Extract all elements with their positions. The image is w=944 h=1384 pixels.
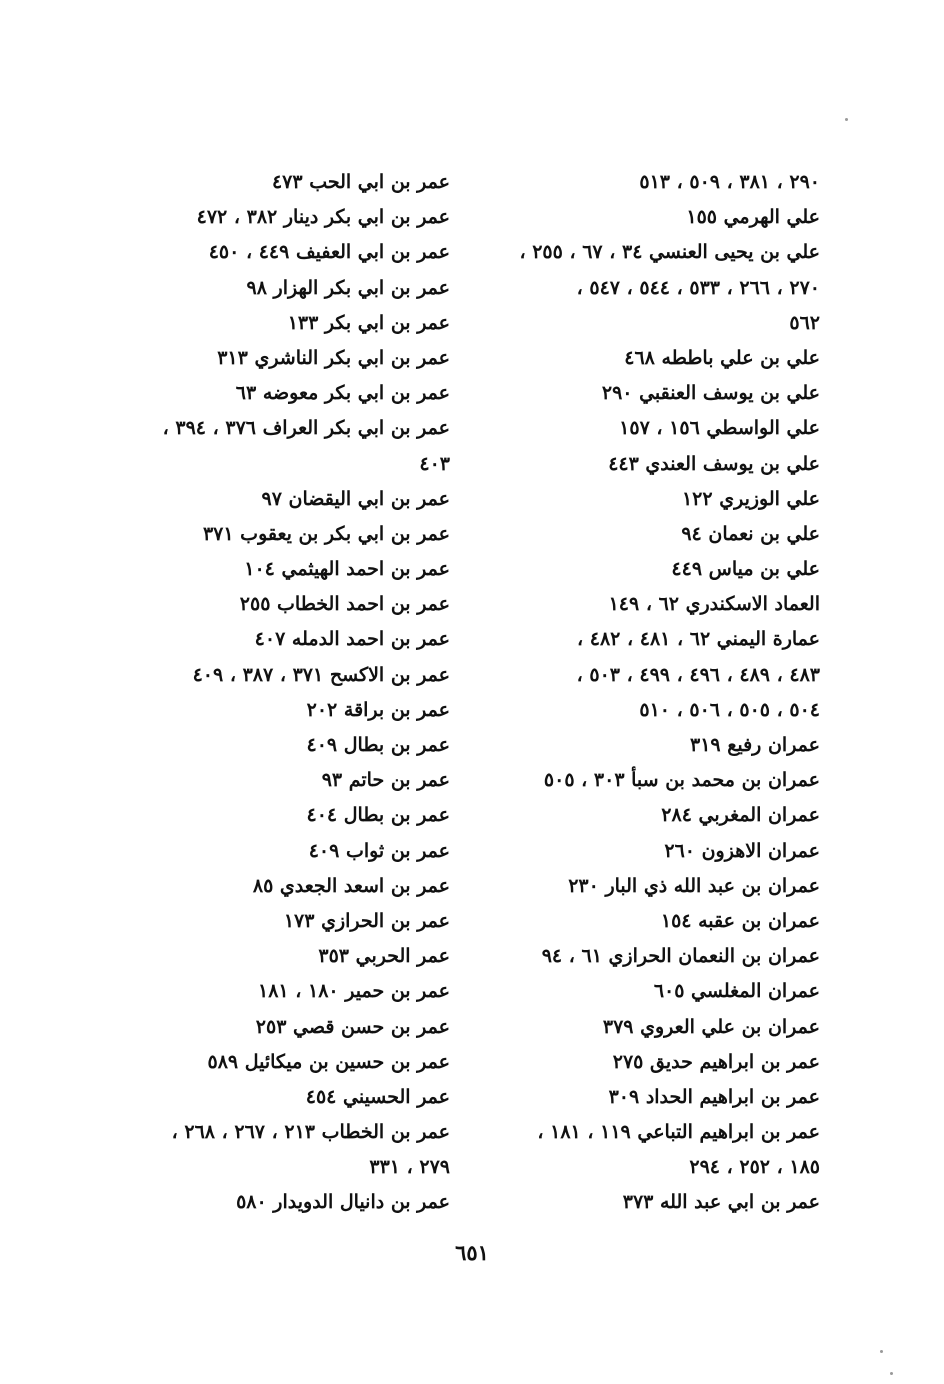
index-line: عمر بن بطال ٤٠٤ <box>306 804 450 827</box>
index-line: عمر بن ابي بكر ١٣٣ <box>287 311 450 334</box>
index-line: عمر بن حاتم ٩٣ <box>321 769 450 792</box>
index-column-left <box>120 165 450 1221</box>
index-line: عمران الاهزون ٢٦٠ <box>664 839 820 862</box>
index-line: عمر بن ابي عبد الله ٣٧٣ <box>622 1191 820 1214</box>
index-line: عمر بن ثواب ٤٠٩ <box>308 839 450 862</box>
index-line: علي بن علي باططه ٤٦٨ <box>624 346 820 369</box>
index-line: عمر بن ابراهيم حديق ٢٧٥ <box>612 1050 820 1073</box>
index-line: عمر بن ابي بكر معوضه ٦٣ <box>235 382 450 405</box>
index-line: عمر بن الاكسح ٣٧١ ، ٣٨٧ ، ٤٠٩ <box>192 663 450 686</box>
index-line: عمر بن ابراهيم التباعي ١١٩ ، ١٨١ ، <box>537 1121 820 1144</box>
index-column-right <box>490 165 820 1221</box>
index-line: ٢٧٠ ، ٢٦٦ ، ٥٣٣ ، ٥٤٤ ، ٥٤٧ ، <box>576 276 820 299</box>
scan-speck <box>880 1350 883 1353</box>
index-line: عمر بن ابي بكر بن يعقوب ٣٧١ <box>202 522 450 545</box>
index-line: علي الهرمي ١٥٥ <box>686 206 820 229</box>
index-line: ٥٦٢ <box>789 311 820 334</box>
index-line: عمر بن احمد الهيثمي ١٠٤ <box>244 558 450 581</box>
index-line: عمر بن ابراهيم الحداد ٣٠٩ <box>608 1085 820 1108</box>
index-line: ٢٩٠ ، ٣٨١ ، ٥٠٩ ، ٥١٣ <box>639 171 820 193</box>
index-line: عمر بن ابي بكر دينار ٣٨٢ ، ٤٧٢ <box>196 206 450 229</box>
index-line: عمران بن عبد الله ذي البار ٢٣٠ <box>568 874 820 897</box>
index-line: عمارة اليمني ٦٢ ، ٤٨١ ، ٤٨٢ ، <box>577 628 820 651</box>
index-line: عمر بن ابي الحب ٤٧٣ <box>271 171 450 193</box>
index-line: عمر بن احمد الخطاب ٢٥٥ <box>239 593 450 616</box>
index-line: عمر بن ابي العفيف ٤٤٩ ، ٤٥٠ <box>208 241 450 264</box>
index-line: عمر بن حمير ١٨٠ ، ١٨١ <box>258 980 450 1003</box>
index-line: عمر بن ابي بكر الناشري ٣١٣ <box>217 346 450 369</box>
scan-speck <box>845 118 848 121</box>
index-line: عمران بن عقبه ١٥٤ <box>660 909 820 932</box>
index-line: علي بن نعمان ٩٤ <box>681 522 820 545</box>
page-number: ٦٥١ <box>455 1240 489 1265</box>
scan-speck <box>890 1372 893 1375</box>
index-line: ٤٨٣ ، ٤٨٩ ، ٤٩٦ ، ٤٩٩ ، ٥٠٣ ، <box>576 663 820 686</box>
index-line: علي الوزيري ١٢٢ <box>681 487 820 510</box>
index-line: عمر بن احمد الدمله ٤٠٧ <box>254 628 450 651</box>
index-line: عمران بن علي العروي ٣٧٩ <box>602 1015 820 1038</box>
index-line: ٢٧٩ ، ٣٣١ <box>369 1156 450 1179</box>
index-line: عمر بن ابي بكر العراف ٣٧٦ ، ٣٩٤ ، <box>162 417 450 440</box>
index-line: عمر بن بطال ٤٠٩ <box>306 734 450 756</box>
index-line: عمران رفيع ٣١٩ <box>690 734 820 756</box>
index-line: عمر بن ابي اليقضان ٩٧ <box>261 487 450 510</box>
index-line: عمران المغلسي ٦٠٥ <box>653 980 820 1003</box>
index-line: علي الواسطي ١٥٦ ، ١٥٧ <box>619 417 820 440</box>
index-line: عمر بن اسعد الجعدي ٨٥ <box>252 874 450 897</box>
index-line: عمر بن ابي بكر الهزار ٩٨ <box>246 276 450 299</box>
index-line: ٤٠٣ <box>419 452 450 475</box>
index-line: عمران بن النعمان الحرازي ٦١ ، ٩٤ <box>541 945 820 968</box>
index-line: علي بن يوسف العندي ٤٤٣ <box>608 452 820 475</box>
index-line: العماد الاسكندري ٦٢ ، ١٤٩ <box>608 593 820 616</box>
index-line: عمر بن حسن قصي ٢٥٣ <box>255 1015 450 1038</box>
index-line: عمر بن الخطاب ٢١٣ ، ٢٦٧ ، ٢٦٨ ، <box>171 1121 450 1144</box>
index-line: علي بن يحيى العنسي ٣٤ ، ٦٧ ، ٢٥٥ ، <box>519 241 820 264</box>
index-line: علي بن مياس ٤٤٩ <box>671 558 820 581</box>
index-line: عمر بن دانيال الدويدار ٥٨٠ <box>236 1191 450 1214</box>
index-line: عمران المغربي ٢٨٤ <box>661 804 820 827</box>
index-line: عمران بن محمد بن سبأ ٣٠٣ ، ٥٠٥ <box>543 769 820 792</box>
index-line: ١٨٥ ، ٢٥٢ ، ٢٩٤ <box>689 1156 820 1179</box>
index-line: عمر الحسيني ٤٥٤ <box>305 1085 450 1108</box>
index-line: عمر الحربي ٣٥٣ <box>318 945 450 968</box>
index-line: عمر بن براقة ٢٠٢ <box>306 698 450 721</box>
index-line: عمر بن حسين بن ميكائيل ٥٨٩ <box>207 1050 450 1073</box>
index-line: عمر بن الحرازي ١٧٣ <box>283 909 450 932</box>
index-line: ٥٠٤ ، ٥٠٥ ، ٥٠٦ ، ٥١٠ <box>639 698 820 721</box>
index-line: علي بن يوسف العنقبي ٢٩٠ <box>601 382 820 405</box>
